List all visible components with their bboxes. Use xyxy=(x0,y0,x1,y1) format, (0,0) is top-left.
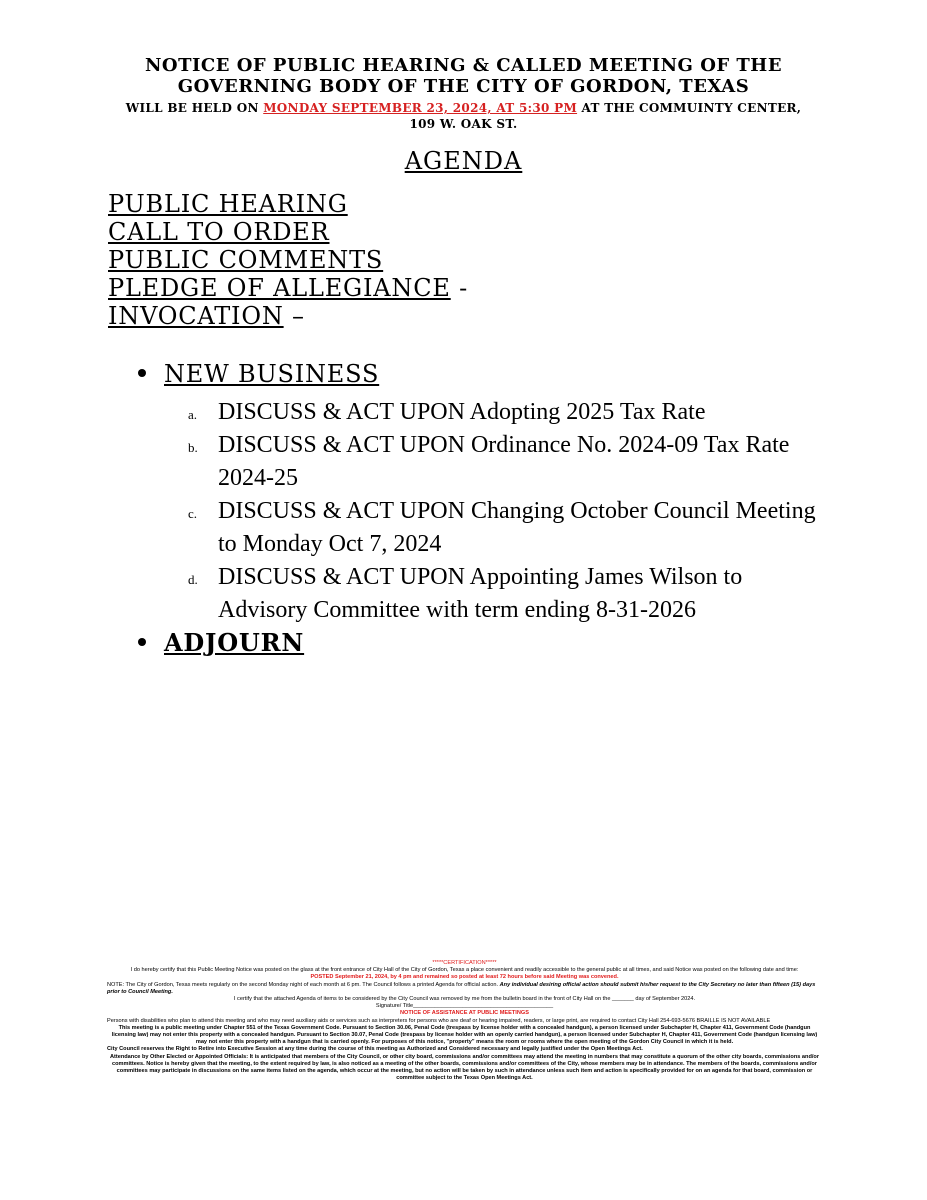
note-text: NOTE: The City of Gordon, Texas meets regularly on the second Monday night of each month at 6 pm. The Council follows a printed Agenda for official action. xyxy=(107,981,499,988)
certification-block xyxy=(107,960,822,1082)
address-line: 109 W. OAK ST. xyxy=(409,117,518,131)
list-item xyxy=(188,396,828,429)
meeting-date-time: MONDAY SEPTEMBER 23, 2024, AT 5:30 PM xyxy=(263,101,578,115)
pledge-heading xyxy=(108,274,468,302)
item-letter: d. xyxy=(188,572,198,587)
list-item xyxy=(188,561,828,627)
executive-session-text: City Council reserves the Right to Retire into Executive Session at any time during the course of this meeting as Authorized and Considered necessary and legally justified under the Open Meetings Act. xyxy=(107,1046,643,1053)
certification-statement: I do hereby certify that this Public Meeting Notice was posted on the glass at the front entrance of City Hall of the City of Gordon, Texas a place convenient and readily accessible to the general public at all times, and said Notice was posted on the following date and time: xyxy=(130,967,799,974)
opening-section xyxy=(108,190,468,330)
item-letter: a. xyxy=(188,407,198,422)
meeting-time-line xyxy=(60,100,867,116)
list-item xyxy=(188,429,828,495)
location-text: AT THE COMMUINTY CENTER, xyxy=(577,101,802,115)
public-comments-heading xyxy=(108,246,468,274)
pledge-dash: - xyxy=(450,274,469,302)
held-on-text: WILL BE HELD ON xyxy=(125,101,264,115)
adjourn-heading xyxy=(138,628,304,657)
item-letter: b. xyxy=(188,440,198,455)
bullet-icon xyxy=(138,638,146,646)
public-hearing-text: PUBLIC HEARING xyxy=(108,190,348,218)
public-hearing-heading xyxy=(108,190,468,218)
item-text: DISCUSS & ACT UPON Ordinance No. 2024-09 Tax Rate 2024-25 xyxy=(218,432,790,491)
posted-statement: POSTED September 21, 2024, by 4 pm and remained so posted at least 72 hours before said Meeting was convened. xyxy=(310,974,619,981)
heading-line-1: NOTICE OF PUBLIC HEARING & CALLED MEETING OF THE xyxy=(144,55,783,76)
new-business-text: NEW BUSINESS xyxy=(164,360,380,388)
removal-statement: I certify that the attached Agenda of items to be considered by the City Council was removed by me from the bulletin board in the front of City Hall on the _______ day of September 2024. xyxy=(233,996,696,1003)
agenda-title: AGENDA xyxy=(404,147,523,175)
signature-line: Signature/ Title_____________________________________________ xyxy=(375,1003,554,1010)
new-business-heading xyxy=(138,360,379,388)
public-meeting-text: This meeting is a public meeting under Chapter 551 of the Texas Government Code. Pursuant to Section 30.06, Penal Code (trespass by license holder with a concealed handgun), a person licensed under Subchapter H, Chapter 411, Government Code (handgun licensing law) may not enter this property with a concealed handgun. Pursuant to Section 30.07, Penal Code (trespass by license holder with an openly carried handgun), a person licensed under Subchapter H, Chapter 411, Government Code (handgun licensing law) may not enter this property with a handgun that is carried openly. For purposes of this notice, "property" means the room or rooms where the open meeting of the Gordon City Council in which it is held. xyxy=(111,1024,818,1046)
list-item xyxy=(188,495,828,561)
meeting-note xyxy=(107,982,822,996)
notice-heading xyxy=(60,55,867,97)
item-letter: c. xyxy=(188,506,198,521)
pledge-text: PLEDGE OF ALLEGIANCE xyxy=(108,274,451,302)
heading-line-2: GOVERNING BODY OF THE CITY OF GORDON, TEXAS xyxy=(177,76,750,97)
public-comments-text: PUBLIC COMMENTS xyxy=(108,246,384,274)
item-text: DISCUSS & ACT UPON Adopting 2025 Tax Rate xyxy=(218,399,706,425)
item-text: DISCUSS & ACT UPON Appointing James Wilson to Advisory Committee with term ending 8-31-2026 xyxy=(218,564,743,623)
assistance-title: NOTICE OF ASSISTANCE AT PUBLIC MEETINGS xyxy=(400,1010,529,1017)
invocation-dash: – xyxy=(283,302,305,330)
new-business-list xyxy=(188,396,828,627)
bullet-icon xyxy=(138,369,146,377)
adjourn-text: ADJOURN xyxy=(164,628,305,657)
invocation-text: INVOCATION xyxy=(108,302,284,330)
call-to-order-text: CALL TO ORDER xyxy=(108,218,330,246)
certification-title: *****CERTIFICATION***** xyxy=(432,960,497,966)
attendance-text: Attendance by Other Elected or Appointed Officials: It is anticipated that members of the City Council, or other city board, commissions and/or committees may attend the meeting in numbers that may constitute a quorum of the other city boards, commissions and/or committees. Notice is hereby given that the meeting, to the extent required by law, is also noticed as a meeting of the other boards, commissions and/or committees of the City, whose members may be in attendance. The members of the boards, commissions and/or committees may participate in discussions on the same items listed on the agenda, which occur at the meeting, but no action will be taken by such in attendance unless such item and action is specifically provided for on an agenda for that board, commission or committee subject to the Texas Open Meetings Act. xyxy=(109,1053,820,1082)
assistance-text: Persons with disabilities who plan to attend this meeting and who may need auxiliary aids or services such as interpreters for persons who are deaf or hearing impaired, readers, or large print, are required to contact City Hall 254-693-5676 BRAILLE IS NOT AVAILABLE xyxy=(107,1017,771,1024)
invocation-heading xyxy=(108,302,468,330)
call-to-order-heading xyxy=(108,218,468,246)
item-text: DISCUSS & ACT UPON Changing October Council Meeting to Monday Oct 7, 2024 xyxy=(218,498,816,557)
meeting-details xyxy=(60,100,867,132)
note-italic-text: Any individual desiring official action should submit his/her request to the City Secretary no later than fifteen (15) days prior to Council Meeting. xyxy=(107,981,816,995)
